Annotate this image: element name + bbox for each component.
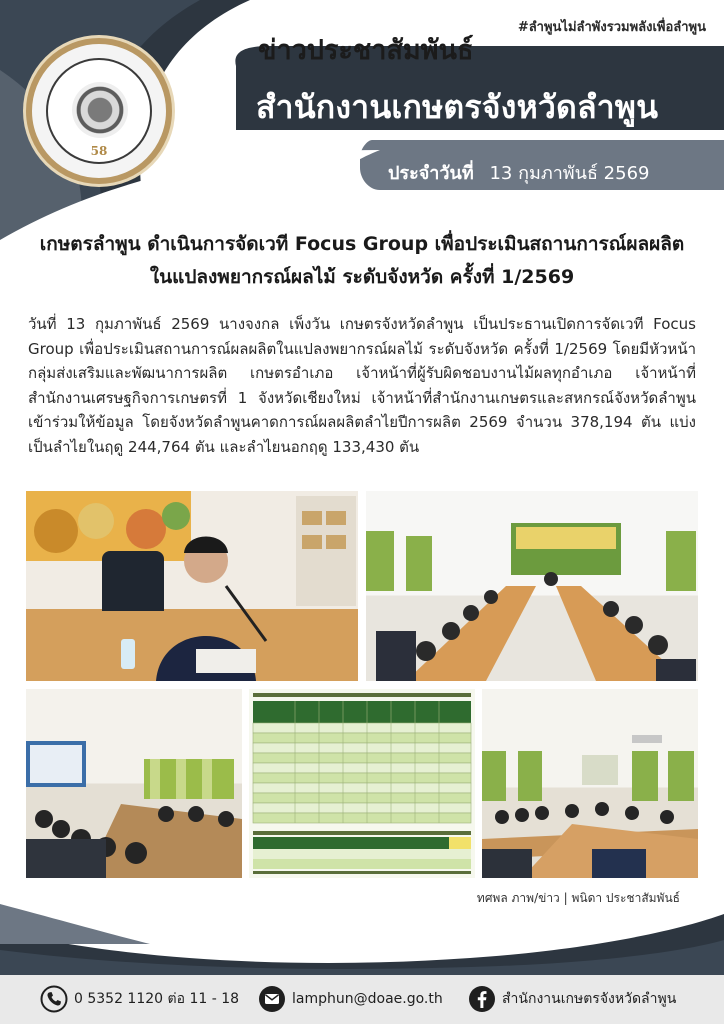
news-title: ข่าวประชาสัมพันธ์ <box>258 35 474 66</box>
logo-number: 58 <box>90 144 108 158</box>
date-line <box>388 158 650 187</box>
date-value: 13 กุมภาพันธ์ 2569 <box>489 163 650 184</box>
photo-presentation <box>26 689 242 878</box>
headline-line-2: ในแปลงพยากรณ์ผลไม้ ระดับจังหวัด ครั้งที่ 1/2569 <box>149 266 575 288</box>
photo-forecast-table-image <box>249 689 475 878</box>
photo-participants-image <box>482 689 698 878</box>
date-label: ประจำวันที่ <box>388 163 474 184</box>
office-title: สำนักงานเกษตรจังหวัดลำพูน <box>256 88 659 126</box>
photo-participants <box>482 689 698 878</box>
logo-emblem-icon <box>72 82 128 138</box>
facebook-icon <box>468 985 496 1013</box>
footer-email[interactable]: lamphun@doae.go.th <box>292 991 443 1007</box>
hashtag: #ลำพูนไม่ลำพังรวมพลังเพื่อลำพูน <box>517 20 706 35</box>
photo-chairperson <box>26 491 358 681</box>
photo-presentation-image <box>26 689 242 878</box>
footer-phone[interactable]: 0 5352 1120 ต่อ 11 - 18 <box>74 991 240 1007</box>
footer-facebook[interactable]: สำนักงานเกษตรจังหวัดลำพูน <box>502 991 677 1007</box>
bottom-wave-decoration <box>0 900 724 975</box>
footer-bar <box>0 975 724 1024</box>
headline-line-1: เกษตรลำพูน ดำเนินการจัดเวที Focus Group เพื่อประเมินสถานการณ์ผลผลิต <box>39 233 685 255</box>
photo-forecast-table <box>249 689 475 878</box>
email-icon <box>258 985 286 1013</box>
photo-credit: ทศพล ภาพ/ข่าว | พนิดา ประชาสัมพันธ์ <box>476 891 680 905</box>
photo-meeting-room-image <box>366 491 698 681</box>
photo-chairperson-image <box>26 491 358 681</box>
headline <box>24 228 700 294</box>
department-logo <box>26 38 172 184</box>
body-paragraph: วันที่ 13 กุมภาพันธ์ 2569 นางจงกล เพ็งวัน เกษตรจังหวัดลำพูน เป็นประธานเปิดการจัดเวที Focus Group เพื่อประเมินสถานการณ์ผลผลิตในแปลงพยากรณ์ผลไม้ ระดับจังหวัด ครั้งที่ 1/2569 โดยมีหัวหน้ากลุ่มส่งเสริมและพัฒนาการผลิต เกษตรอำเภอ เจ้าหน้าที่ผู้รับผิดชอบงานไม้ผลทุกอำเภอ เจ้าหน้าที่สำนักงานเศรษฐกิจการเกษตรที่ 1 จังหวัดเชียงใหม่ เจ้าหน้าที่สำนักงานเกษตรและสหกรณ์จังหวัดลำพูน เข้าร่วมให้ข้อมูล โดยจังหวัดลำพูนคาดการณ์ผลผลิตลำไยปีการผลิต 2569 จำนวน 378,194 ตัน แบ่งเป็นลำไยในฤดู 244,764 ตัน และลำไยนอกฤดู 133,430 ตัน <box>28 315 696 456</box>
logo-seal <box>46 58 152 164</box>
photo-meeting-room <box>366 491 698 681</box>
phone-icon <box>40 985 68 1013</box>
